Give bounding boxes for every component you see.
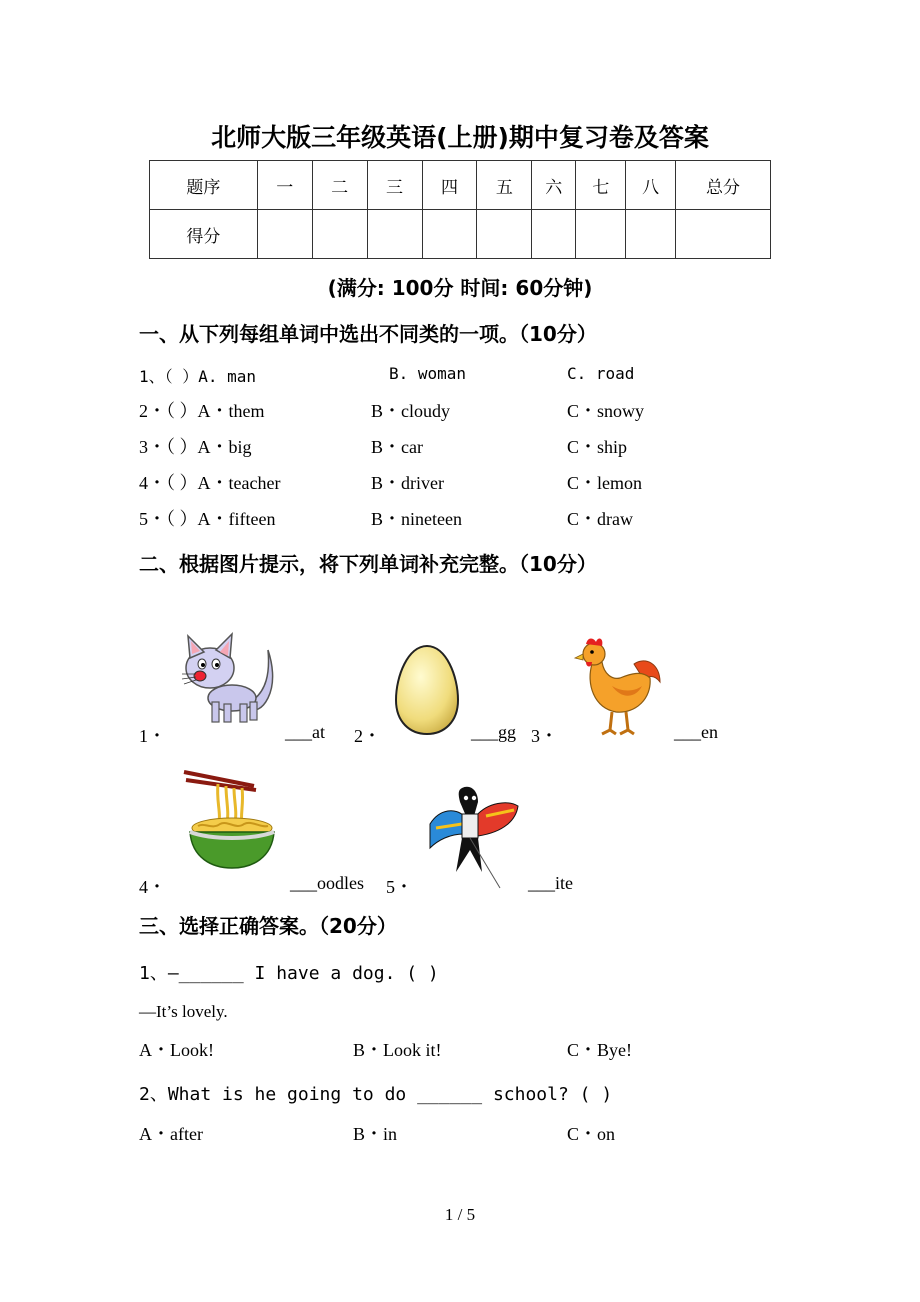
s1-item2-b: B・cloudy [371,401,450,421]
score-table-header-row [150,161,771,210]
s3-q1-option-c[interactable]: C・Bye! [567,1040,632,1060]
score-cell[interactable] [257,210,312,259]
score-cell[interactable] [532,210,576,259]
score-table-header-cell: 二 [312,161,367,210]
s1-item2-c: C・snowy [567,401,645,421]
s1-item2-a: 2・（ ）A・them [139,401,265,421]
s3-q1-reply: —It’s lovely. [139,1002,228,1021]
s1-item5-a: 5・（ ）A・fifteen [139,509,276,529]
noodles-icon [182,768,280,872]
score-cell[interactable] [477,210,532,259]
s2-item2-num: 2・ [354,726,381,746]
score-cell[interactable] [576,210,626,259]
score-cell[interactable] [312,210,367,259]
s1-item3-b: B・car [371,437,423,457]
s3-q1-question: 1、—______ I have a dog. ( ) [139,963,439,984]
s1-item5-b: B・nineteen [371,509,462,529]
s1-item1-c: C. road [567,364,635,383]
score-cell[interactable] [367,210,422,259]
section1-heading: 一、从下列每组单词中选出不同类的一项。（10分） [139,322,597,346]
page-number: 1 / 5 [444,1205,476,1224]
score-row-label: 得分 [150,210,258,259]
score-table-header-cell: 总分 [676,161,771,210]
score-table-header-cell: 六 [532,161,576,210]
s3-q1-option-a[interactable]: A・Look! [139,1040,214,1060]
s2-item1-blank[interactable]: ___at [285,722,325,742]
s3-q1-option-b[interactable]: B・Look it! [353,1040,442,1060]
score-table-header-cell: 一 [257,161,312,210]
s1-item5-c: C・draw [567,509,633,529]
s1-item4-a: 4・（ ）A・teacher [139,473,281,493]
hen-icon [572,634,664,738]
score-cell[interactable] [676,210,771,259]
s1-item1-a: 1、（ ）A. man [139,367,257,386]
s2-item4-num: 4・ [139,877,166,897]
section3-heading: 三、选择正确答案。（20分） [139,914,397,938]
egg-icon [394,644,460,736]
s3-q2-option-c[interactable]: C・on [567,1124,616,1144]
score-table [149,160,771,259]
s2-item3-blank[interactable]: ___en [674,722,718,742]
score-table-header-cell: 四 [422,161,477,210]
s2-item5-num: 5・ [386,877,413,897]
score-cell[interactable] [422,210,477,259]
score-cell[interactable] [626,210,676,259]
score-table-header-cell: 五 [477,161,532,210]
s2-item3-num: 3・ [531,726,558,746]
score-table-header-cell: 三 [367,161,422,210]
s1-item3-c: C・ship [567,437,628,457]
score-table-header-cell: 题序 [150,161,258,210]
s1-item1-b: B. woman [389,364,467,383]
section2-heading: 二、根据图片提示，将下列单词补充完整。（10分） [139,552,597,576]
s3-q2-option-a[interactable]: A・after [139,1124,203,1144]
s3-q2-question: 2、What is he going to do ______ school? ( ) [139,1084,613,1105]
s2-item2-blank[interactable]: ___gg [471,722,516,742]
score-table-score-row [150,210,771,259]
s2-item5-blank[interactable]: ___ite [528,873,573,893]
s1-item4-b: B・driver [371,473,444,493]
score-table-header-cell: 七 [576,161,626,210]
cat-icon [172,632,280,726]
kite-icon [426,784,522,892]
page-title: 北师大版三年级英语(上册)期中复习卷及答案 [211,123,709,152]
s2-item1-num: 1・ [139,726,166,746]
s1-item4-c: C・lemon [567,473,642,493]
score-table-header-cell: 八 [626,161,676,210]
s2-item4-blank[interactable]: ___oodles [290,873,364,893]
s3-q2-option-b[interactable]: B・in [353,1124,398,1144]
exam-info: (满分: 100分 时间: 60分钟) [327,276,593,300]
s1-item3-a: 3・（ ）A・big [139,437,252,457]
